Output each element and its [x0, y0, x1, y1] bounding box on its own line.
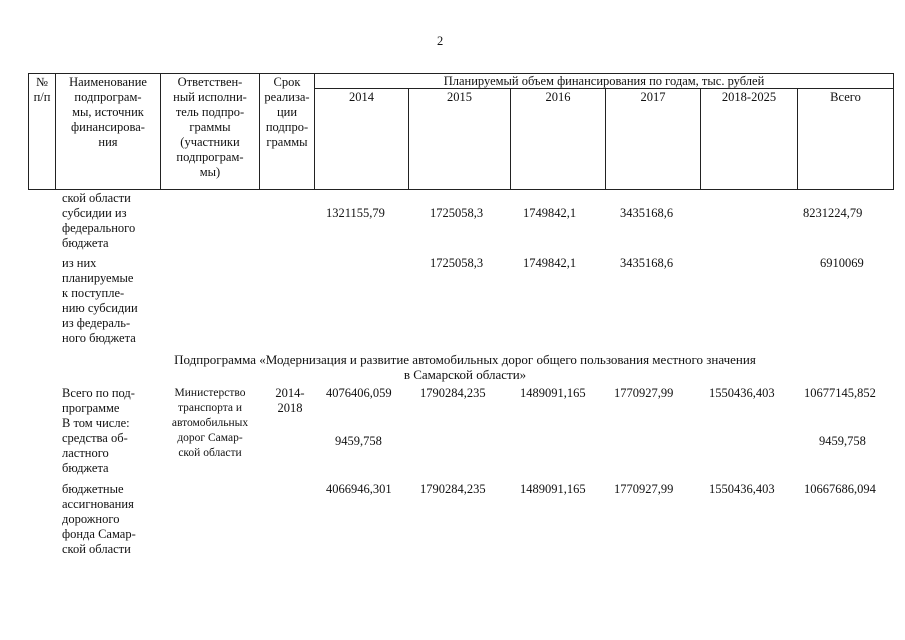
- row-regional-budget-total: 9459,758: [819, 434, 866, 448]
- row-subprogram-total-total: 10677145,852: [804, 386, 876, 400]
- header-total: Всего: [830, 90, 861, 104]
- row-subprogram-term: 2014- 2018: [275, 386, 305, 415]
- row-subprogram-total-2016: 1489091,165: [520, 386, 586, 400]
- row-planned-subsidies-2015: 1725058,3: [430, 256, 484, 270]
- row-planned-subsidies-2017: 3435168,6: [620, 256, 674, 270]
- row-road-fund-2015: 1790284,235: [420, 482, 486, 496]
- subprogram-title: Подпрограмма «Модернизация и развитие автомобильных дорог общего пользования местного значения в Самарской области»: [174, 352, 756, 382]
- row-federal-subsidies-2017: 3435168,6: [620, 206, 674, 220]
- header-responsible: Ответствен- ный исполни- тель подпро- граммы (участники подпрограм- мы): [173, 75, 247, 179]
- row-subprogram-total-name: Всего по под- программе В том числе:: [62, 386, 135, 430]
- row-regional-budget-name: средства об- ластного бюджета: [62, 431, 128, 475]
- header-name: Наименование подпрограм- мы, источник финансирова- ния: [69, 75, 147, 149]
- page-number: 2: [437, 34, 444, 48]
- row-road-fund-2014: 4066946,301: [326, 482, 392, 496]
- row-road-fund-2018-2025: 1550436,403: [709, 482, 775, 496]
- row-federal-subsidies-2015: 1725058,3: [430, 206, 484, 220]
- header-num: № п/п: [33, 75, 51, 104]
- header-year-2018-2025: 2018-2025: [721, 90, 777, 104]
- row-road-fund-total: 10667686,094: [804, 482, 876, 496]
- header-planned-funding: Планируемый объем финансирования по годам, тыс. рублей: [443, 74, 765, 88]
- row-regional-budget-2014: 9459,758: [335, 434, 382, 448]
- row-federal-subsidies-2016: 1749842,1: [523, 206, 577, 220]
- row-road-fund-name: бюджетные ассигнования дорожного фонда Самар- ской области: [62, 482, 136, 556]
- row-federal-subsidies-name: ской области субсидии из федерального бюджета: [62, 191, 136, 250]
- row-road-fund-2017: 1770927,99: [614, 482, 674, 496]
- row-planned-subsidies-2016: 1749842,1: [523, 256, 577, 270]
- header-year-2014: 2014: [349, 90, 374, 104]
- header-year-2015: 2015: [447, 90, 472, 104]
- row-federal-subsidies-2014: 1321155,79: [326, 206, 385, 220]
- row-subprogram-total-2017: 1770927,99: [614, 386, 674, 400]
- header-year-2016: 2016: [545, 90, 571, 104]
- header-term: Срок реализа- ции подпро- граммы: [264, 75, 310, 149]
- row-federal-subsidies-total: 8231224,79: [803, 206, 863, 220]
- row-subprogram-total-2015: 1790284,235: [420, 386, 486, 400]
- row-road-fund-2016: 1489091,165: [520, 482, 586, 496]
- row-subprogram-responsible: Министерство транспорта и автомобильных дорог Самар- ской области: [171, 387, 249, 459]
- header-year-2017: 2017: [640, 90, 666, 104]
- row-subprogram-total-2014: 4076406,059: [326, 386, 392, 400]
- row-planned-subsidies-total: 6910069: [820, 256, 864, 270]
- row-subprogram-total-2018-2025: 1550436,403: [709, 386, 775, 400]
- row-planned-subsidies-name: из них планируемые к поступле- нию субсидии из федераль- ного бюджета: [62, 256, 138, 345]
